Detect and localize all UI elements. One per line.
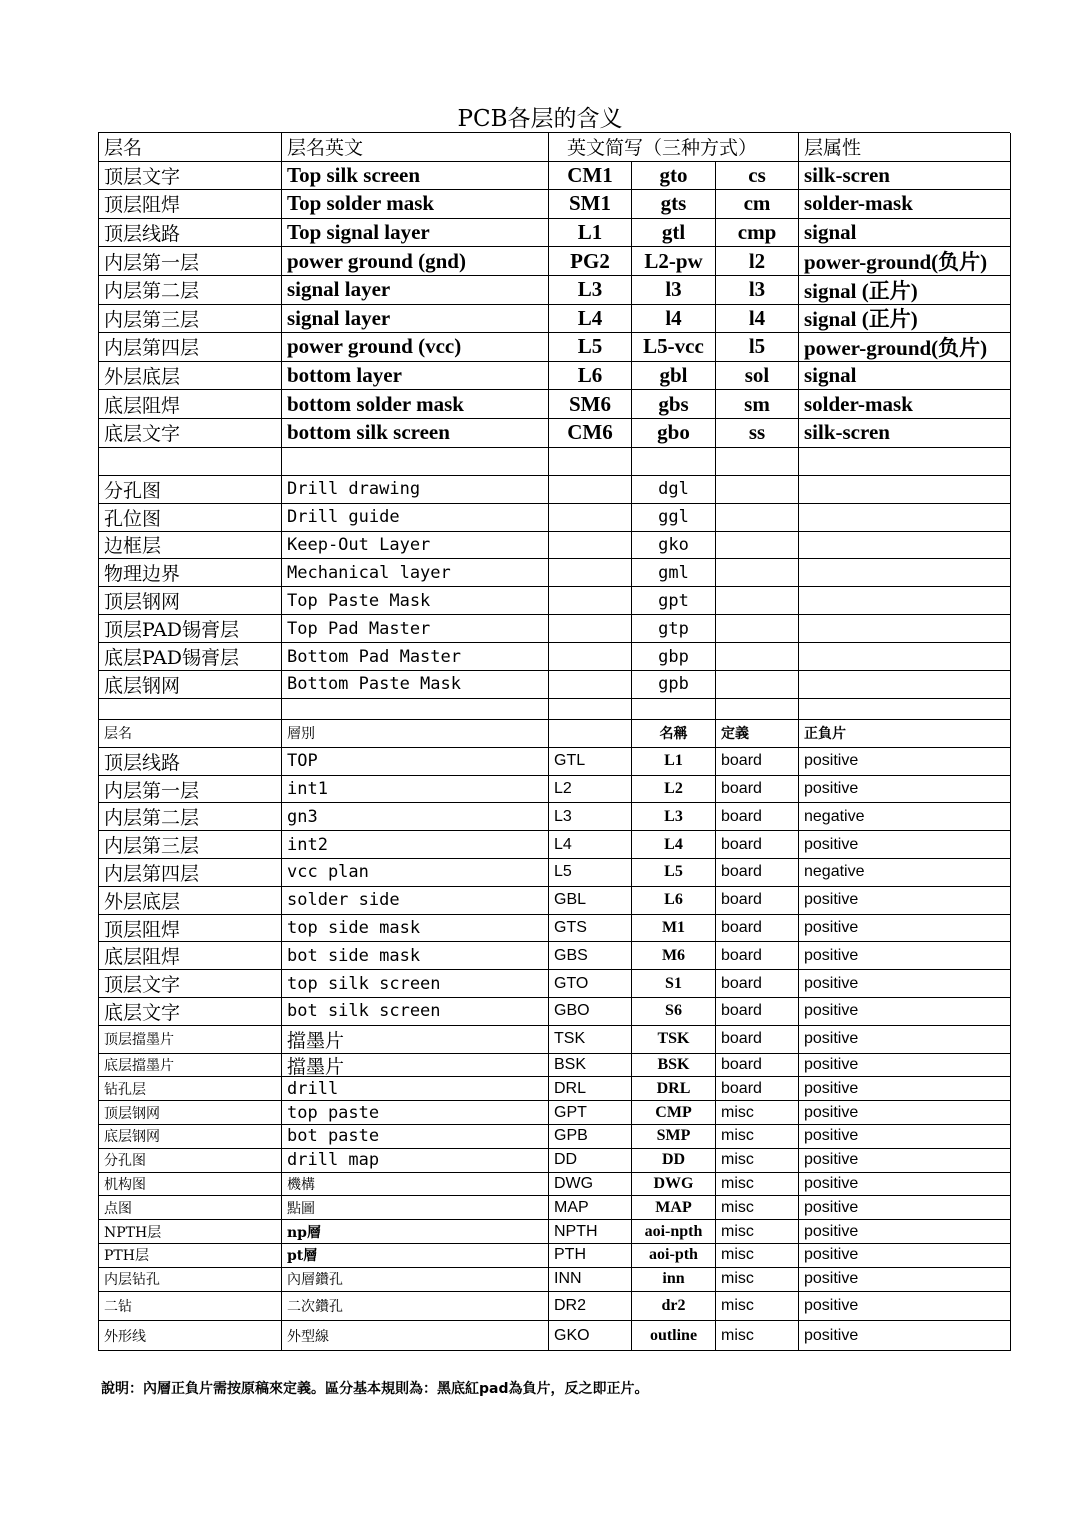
- layer-type-cell: top side mask: [282, 915, 549, 943]
- polarity-cell: positive: [799, 1149, 1011, 1173]
- layer-attr-cell: [799, 476, 1011, 504]
- abbr-cell: [549, 643, 632, 671]
- abbr-cell: ggl: [632, 504, 716, 532]
- layer-name-cell: PTH层: [99, 1244, 282, 1268]
- abbr-cell: gbp: [632, 643, 716, 671]
- polarity-cell: positive: [799, 1101, 1011, 1125]
- abbr-cell: gto: [632, 162, 716, 191]
- code-cell: L4: [549, 831, 632, 859]
- layer-name-cell: 外层底层: [99, 362, 282, 391]
- abbr-cell: [549, 532, 632, 560]
- layer-type-cell: int2: [282, 831, 549, 859]
- code-cell: GBS: [549, 942, 632, 970]
- abbr-cell: [549, 559, 632, 587]
- layer-attr-cell: power-ground(负片): [799, 247, 1011, 276]
- abbr-cell: SM1: [549, 190, 632, 219]
- name-cell: TSK: [632, 1026, 716, 1054]
- header-layer-name: 层名: [99, 133, 282, 162]
- definition-cell: misc: [716, 1101, 799, 1125]
- layer-name-cell: 顶层钢网: [99, 1101, 282, 1125]
- layer-name-en-cell: bottom layer: [282, 362, 549, 391]
- name-cell: L6: [632, 887, 716, 915]
- layer-type-cell: 二次鑽孔: [282, 1292, 549, 1322]
- abbr-cell: [716, 615, 799, 643]
- abbr-cell: l5: [716, 333, 799, 362]
- blank-cell: [799, 448, 1011, 476]
- name-cell: aoi-pth: [632, 1244, 716, 1268]
- definition-cell: board: [716, 748, 799, 776]
- blank-cell: [799, 699, 1011, 720]
- polarity-cell: positive: [799, 1244, 1011, 1268]
- layer-name-cell: 内层钻孔: [99, 1268, 282, 1292]
- layer-name-cell: 底层钢网: [99, 1125, 282, 1149]
- name-cell: aoi-npth: [632, 1220, 716, 1244]
- layer-attr-cell: silk-scren: [799, 162, 1011, 191]
- abbr-cell: [549, 587, 632, 615]
- name-cell: L1: [632, 748, 716, 776]
- code-cell: NPTH: [549, 1220, 632, 1244]
- layer-name-cell: 顶层钢网: [99, 587, 282, 615]
- abbr-cell: l4: [716, 305, 799, 334]
- name-cell: outline: [632, 1321, 716, 1351]
- layer-name-cell: 内层第二层: [99, 803, 282, 831]
- code-cell: GPT: [549, 1101, 632, 1125]
- definition-cell: misc: [716, 1268, 799, 1292]
- polarity-cell: positive: [799, 1054, 1011, 1078]
- polarity-cell: positive: [799, 998, 1011, 1026]
- name-cell: L5: [632, 859, 716, 887]
- definition-cell: board: [716, 942, 799, 970]
- name-cell: M1: [632, 915, 716, 943]
- pcb-layer-table: [98, 132, 1010, 1351]
- name-cell: SMP: [632, 1125, 716, 1149]
- layer-type-cell: 內層鑽孔: [282, 1268, 549, 1292]
- polarity-cell: positive: [799, 887, 1011, 915]
- layer-type-cell: 擋墨片: [282, 1054, 549, 1078]
- abbr-cell: gtp: [632, 615, 716, 643]
- layer-name-cell: 内层第三层: [99, 831, 282, 859]
- polarity-cell: negative: [799, 859, 1011, 887]
- code-cell: DRL: [549, 1077, 632, 1101]
- blank-cell: [716, 699, 799, 720]
- code-cell: GBL: [549, 887, 632, 915]
- layer-name-cell: 内层第一层: [99, 247, 282, 276]
- layer-type-cell: pt層: [282, 1244, 549, 1268]
- layer-type-cell: top silk screen: [282, 970, 549, 998]
- layer-name-en-cell: Drill guide: [282, 504, 549, 532]
- abbr-cell: PG2: [549, 247, 632, 276]
- code-cell: GBO: [549, 998, 632, 1026]
- abbr-cell: sol: [716, 362, 799, 391]
- layer-name-cell: 底层阻焊: [99, 390, 282, 419]
- layer-name-cell: 内层第四层: [99, 333, 282, 362]
- layer-name-cell: 机构图: [99, 1173, 282, 1197]
- definition-cell: board: [716, 1077, 799, 1101]
- layer-attr-cell: signal: [799, 362, 1011, 391]
- layer-name-en-cell: Top silk screen: [282, 162, 549, 191]
- abbr-cell: gml: [632, 559, 716, 587]
- abbr-cell: L5-vcc: [632, 333, 716, 362]
- layer-name-cell: 底层PAD锡膏层: [99, 643, 282, 671]
- name-cell: S1: [632, 970, 716, 998]
- name-cell: L4: [632, 831, 716, 859]
- layer-name-cell: 顶层擋墨片: [99, 1026, 282, 1054]
- abbr-cell: CM6: [549, 419, 632, 448]
- abbr-cell: l4: [632, 305, 716, 334]
- layer-name-en-cell: bottom solder mask: [282, 390, 549, 419]
- polarity-cell: positive: [799, 748, 1011, 776]
- definition-cell: board: [716, 998, 799, 1026]
- definition-cell: board: [716, 970, 799, 998]
- layer-attr-cell: silk-scren: [799, 419, 1011, 448]
- header-layer-attr: 层属性: [799, 133, 1011, 162]
- layer-attr-cell: signal (正片): [799, 276, 1011, 305]
- abbr-cell: [549, 476, 632, 504]
- abbr-cell: [716, 504, 799, 532]
- polarity-cell: positive: [799, 1026, 1011, 1054]
- code-cell: L5: [549, 859, 632, 887]
- footnote: 說明：內層正負片需按原稿來定義。區分基本規則為：黑底紅pad為負片，反之即正片。: [101, 1381, 649, 1397]
- polarity-cell: negative: [799, 803, 1011, 831]
- polarity-cell: positive: [799, 831, 1011, 859]
- code-cell: DWG: [549, 1173, 632, 1197]
- blank-cell: [549, 448, 632, 476]
- layer-name-cell: 边框层: [99, 532, 282, 560]
- layer-attr-cell: power-ground(负片): [799, 333, 1011, 362]
- code-cell: GPB: [549, 1125, 632, 1149]
- name-cell: L2: [632, 776, 716, 804]
- abbr-cell: gpt: [632, 587, 716, 615]
- layer-attr-cell: [799, 532, 1011, 560]
- name-cell: M6: [632, 942, 716, 970]
- polarity-cell: positive: [799, 915, 1011, 943]
- definition-cell: misc: [716, 1196, 799, 1220]
- layer-name-cell: 分孔图: [99, 1149, 282, 1173]
- header-layer-name-en: 层名英文: [282, 133, 549, 162]
- code-cell: GTO: [549, 970, 632, 998]
- polarity-cell: positive: [799, 1268, 1011, 1292]
- page-title: PCB各层的含义: [457, 106, 623, 132]
- layer-name-cell: 底层钢网: [99, 671, 282, 699]
- layer-name-cell: 顶层文字: [99, 970, 282, 998]
- abbr-cell: cm: [716, 190, 799, 219]
- layer-name-en-cell: Bottom Pad Master: [282, 643, 549, 671]
- definition-cell: misc: [716, 1244, 799, 1268]
- name-cell: DD: [632, 1149, 716, 1173]
- code-cell: GTL: [549, 748, 632, 776]
- abbr-cell: gbs: [632, 390, 716, 419]
- abbr-cell: [549, 504, 632, 532]
- polarity-cell: positive: [799, 1321, 1011, 1351]
- layer-name-cell: 底层擋墨片: [99, 1054, 282, 1078]
- layer-name-en-cell: Top Paste Mask: [282, 587, 549, 615]
- abbr-cell: [716, 532, 799, 560]
- polarity-cell: positive: [799, 970, 1011, 998]
- layer-attr-cell: signal (正片): [799, 305, 1011, 334]
- layer-attr-cell: [799, 587, 1011, 615]
- polarity-cell: positive: [799, 1077, 1011, 1101]
- definition-cell: board: [716, 803, 799, 831]
- layer-name-cell: 底层文字: [99, 419, 282, 448]
- layer-name-cell: 顶层文字: [99, 162, 282, 191]
- code-cell: MAP: [549, 1196, 632, 1220]
- definition-cell: board: [716, 915, 799, 943]
- code-cell: BSK: [549, 1054, 632, 1078]
- abbr-cell: l3: [716, 276, 799, 305]
- polarity-cell: positive: [799, 1220, 1011, 1244]
- abbr-cell: gtl: [632, 219, 716, 248]
- layer-name-cell: 内层第四层: [99, 859, 282, 887]
- layer-name-cell: 内层第一层: [99, 776, 282, 804]
- name-cell: L3: [632, 803, 716, 831]
- abbr-cell: l2: [716, 247, 799, 276]
- layer-name-cell: 底层文字: [99, 998, 282, 1026]
- layer-name-en-cell: Bottom Paste Mask: [282, 671, 549, 699]
- header-polarity: 正負片: [799, 720, 1011, 748]
- layer-name-en-cell: Top Pad Master: [282, 615, 549, 643]
- definition-cell: board: [716, 831, 799, 859]
- abbr-cell: CM1: [549, 162, 632, 191]
- blank-cell: [99, 699, 282, 720]
- header-code: [549, 720, 632, 748]
- code-cell: GKO: [549, 1321, 632, 1351]
- layer-name-en-cell: Keep-Out Layer: [282, 532, 549, 560]
- abbr-cell: gts: [632, 190, 716, 219]
- layer-name-en-cell: Top signal layer: [282, 219, 549, 248]
- layer-name-en-cell: Top solder mask: [282, 190, 549, 219]
- name-cell: S6: [632, 998, 716, 1026]
- abbr-cell: gko: [632, 532, 716, 560]
- abbr-cell: L5: [549, 333, 632, 362]
- blank-cell: [99, 448, 282, 476]
- blank-cell: [632, 448, 716, 476]
- layer-type-cell: drill map: [282, 1149, 549, 1173]
- definition-cell: misc: [716, 1220, 799, 1244]
- layer-name-cell: 顶层阻焊: [99, 190, 282, 219]
- blank-cell: [282, 699, 549, 720]
- layer-attr-cell: [799, 643, 1011, 671]
- polarity-cell: positive: [799, 776, 1011, 804]
- code-cell: L3: [549, 803, 632, 831]
- name-cell: dr2: [632, 1292, 716, 1322]
- layer-attr-cell: [799, 504, 1011, 532]
- layer-name-en-cell: bottom silk screen: [282, 419, 549, 448]
- layer-type-cell: gn3: [282, 803, 549, 831]
- abbr-cell: [716, 643, 799, 671]
- layer-name-en-cell: power ground (vcc): [282, 333, 549, 362]
- definition-cell: board: [716, 776, 799, 804]
- layer-attr-cell: solder-mask: [799, 190, 1011, 219]
- layer-name-cell: 顶层线路: [99, 748, 282, 776]
- layer-attr-cell: [799, 559, 1011, 587]
- blank-cell: [632, 699, 716, 720]
- layer-type-cell: TOP: [282, 748, 549, 776]
- layer-name-en-cell: signal layer: [282, 305, 549, 334]
- layer-type-cell: 外型線: [282, 1321, 549, 1351]
- layer-name-en-cell: Drill drawing: [282, 476, 549, 504]
- abbr-cell: [716, 559, 799, 587]
- layer-attr-cell: [799, 615, 1011, 643]
- polarity-cell: positive: [799, 942, 1011, 970]
- definition-cell: misc: [716, 1321, 799, 1351]
- code-cell: DD: [549, 1149, 632, 1173]
- blank-cell: [282, 448, 549, 476]
- name-cell: BSK: [632, 1054, 716, 1078]
- layer-type-cell: int1: [282, 776, 549, 804]
- abbr-cell: L1: [549, 219, 632, 248]
- abbr-cell: gbo: [632, 419, 716, 448]
- layer-type-cell: bot silk screen: [282, 998, 549, 1026]
- layer-type-cell: bot paste: [282, 1125, 549, 1149]
- layer-name-cell: 底层阻焊: [99, 942, 282, 970]
- definition-cell: misc: [716, 1292, 799, 1322]
- code-cell: INN: [549, 1268, 632, 1292]
- layer-type-cell: 機構: [282, 1173, 549, 1197]
- name-cell: inn: [632, 1268, 716, 1292]
- layer-name-cell: 顶层线路: [99, 219, 282, 248]
- abbr-cell: ss: [716, 419, 799, 448]
- abbr-cell: [716, 476, 799, 504]
- abbr-cell: sm: [716, 390, 799, 419]
- abbr-cell: gpb: [632, 671, 716, 699]
- layer-attr-cell: solder-mask: [799, 390, 1011, 419]
- layer-type-cell: np層: [282, 1220, 549, 1244]
- name-cell: CMP: [632, 1101, 716, 1125]
- layer-name-cell: 分孔图: [99, 476, 282, 504]
- abbr-cell: L2-pw: [632, 247, 716, 276]
- definition-cell: board: [716, 1054, 799, 1078]
- polarity-cell: positive: [799, 1173, 1011, 1197]
- definition-cell: misc: [716, 1173, 799, 1197]
- header-abbreviation: 英文简写（三种方式）: [549, 133, 799, 162]
- polarity-cell: positive: [799, 1292, 1011, 1322]
- abbr-cell: [716, 587, 799, 615]
- abbr-cell: SM6: [549, 390, 632, 419]
- definition-cell: board: [716, 887, 799, 915]
- blank-cell: [549, 699, 632, 720]
- code-cell: DR2: [549, 1292, 632, 1322]
- header-name: 名稱: [632, 720, 716, 748]
- layer-name-cell: NPTH层: [99, 1220, 282, 1244]
- code-cell: TSK: [549, 1026, 632, 1054]
- abbr-cell: [549, 615, 632, 643]
- abbr-cell: cmp: [716, 219, 799, 248]
- abbr-cell: l3: [632, 276, 716, 305]
- polarity-cell: positive: [799, 1196, 1011, 1220]
- abbr-cell: gbl: [632, 362, 716, 391]
- polarity-cell: positive: [799, 1125, 1011, 1149]
- name-cell: DWG: [632, 1173, 716, 1197]
- layer-name-cell: 内层第二层: [99, 276, 282, 305]
- layer-name-cell: 顶层PAD锡膏层: [99, 615, 282, 643]
- layer-type-cell: top paste: [282, 1101, 549, 1125]
- definition-cell: board: [716, 1026, 799, 1054]
- abbr-cell: [549, 671, 632, 699]
- abbr-cell: L4: [549, 305, 632, 334]
- code-cell: PTH: [549, 1244, 632, 1268]
- layer-type-cell: vcc plan: [282, 859, 549, 887]
- layer-name-cell: 物理边界: [99, 559, 282, 587]
- header-layer-name: 层名: [99, 720, 282, 748]
- abbr-cell: dgl: [632, 476, 716, 504]
- abbr-cell: L6: [549, 362, 632, 391]
- layer-name-cell: 外形线: [99, 1321, 282, 1351]
- layer-type-cell: 擋墨片: [282, 1026, 549, 1054]
- layer-name-cell: 钻孔层: [99, 1077, 282, 1101]
- header-layer-type: 層別: [282, 720, 549, 748]
- name-cell: MAP: [632, 1196, 716, 1220]
- code-cell: GTS: [549, 915, 632, 943]
- code-cell: L2: [549, 776, 632, 804]
- abbr-cell: cs: [716, 162, 799, 191]
- layer-attr-cell: [799, 671, 1011, 699]
- layer-name-en-cell: signal layer: [282, 276, 549, 305]
- layer-name-cell: 外层底层: [99, 887, 282, 915]
- header-definition: 定義: [716, 720, 799, 748]
- name-cell: DRL: [632, 1077, 716, 1101]
- definition-cell: misc: [716, 1125, 799, 1149]
- layer-type-cell: bot side mask: [282, 942, 549, 970]
- layer-name-cell: 顶层阻焊: [99, 915, 282, 943]
- layer-name-cell: 孔位图: [99, 504, 282, 532]
- layer-name-en-cell: power ground (gnd): [282, 247, 549, 276]
- definition-cell: board: [716, 859, 799, 887]
- layer-name-cell: 内层第三层: [99, 305, 282, 334]
- blank-cell: [716, 448, 799, 476]
- layer-attr-cell: signal: [799, 219, 1011, 248]
- abbr-cell: [716, 671, 799, 699]
- layer-type-cell: drill: [282, 1077, 549, 1101]
- definition-cell: misc: [716, 1149, 799, 1173]
- layer-type-cell: solder side: [282, 887, 549, 915]
- layer-type-cell: 點圖: [282, 1196, 549, 1220]
- abbr-cell: L3: [549, 276, 632, 305]
- layer-name-cell: 二钻: [99, 1292, 282, 1322]
- layer-name-en-cell: Mechanical layer: [282, 559, 549, 587]
- layer-name-cell: 点图: [99, 1196, 282, 1220]
